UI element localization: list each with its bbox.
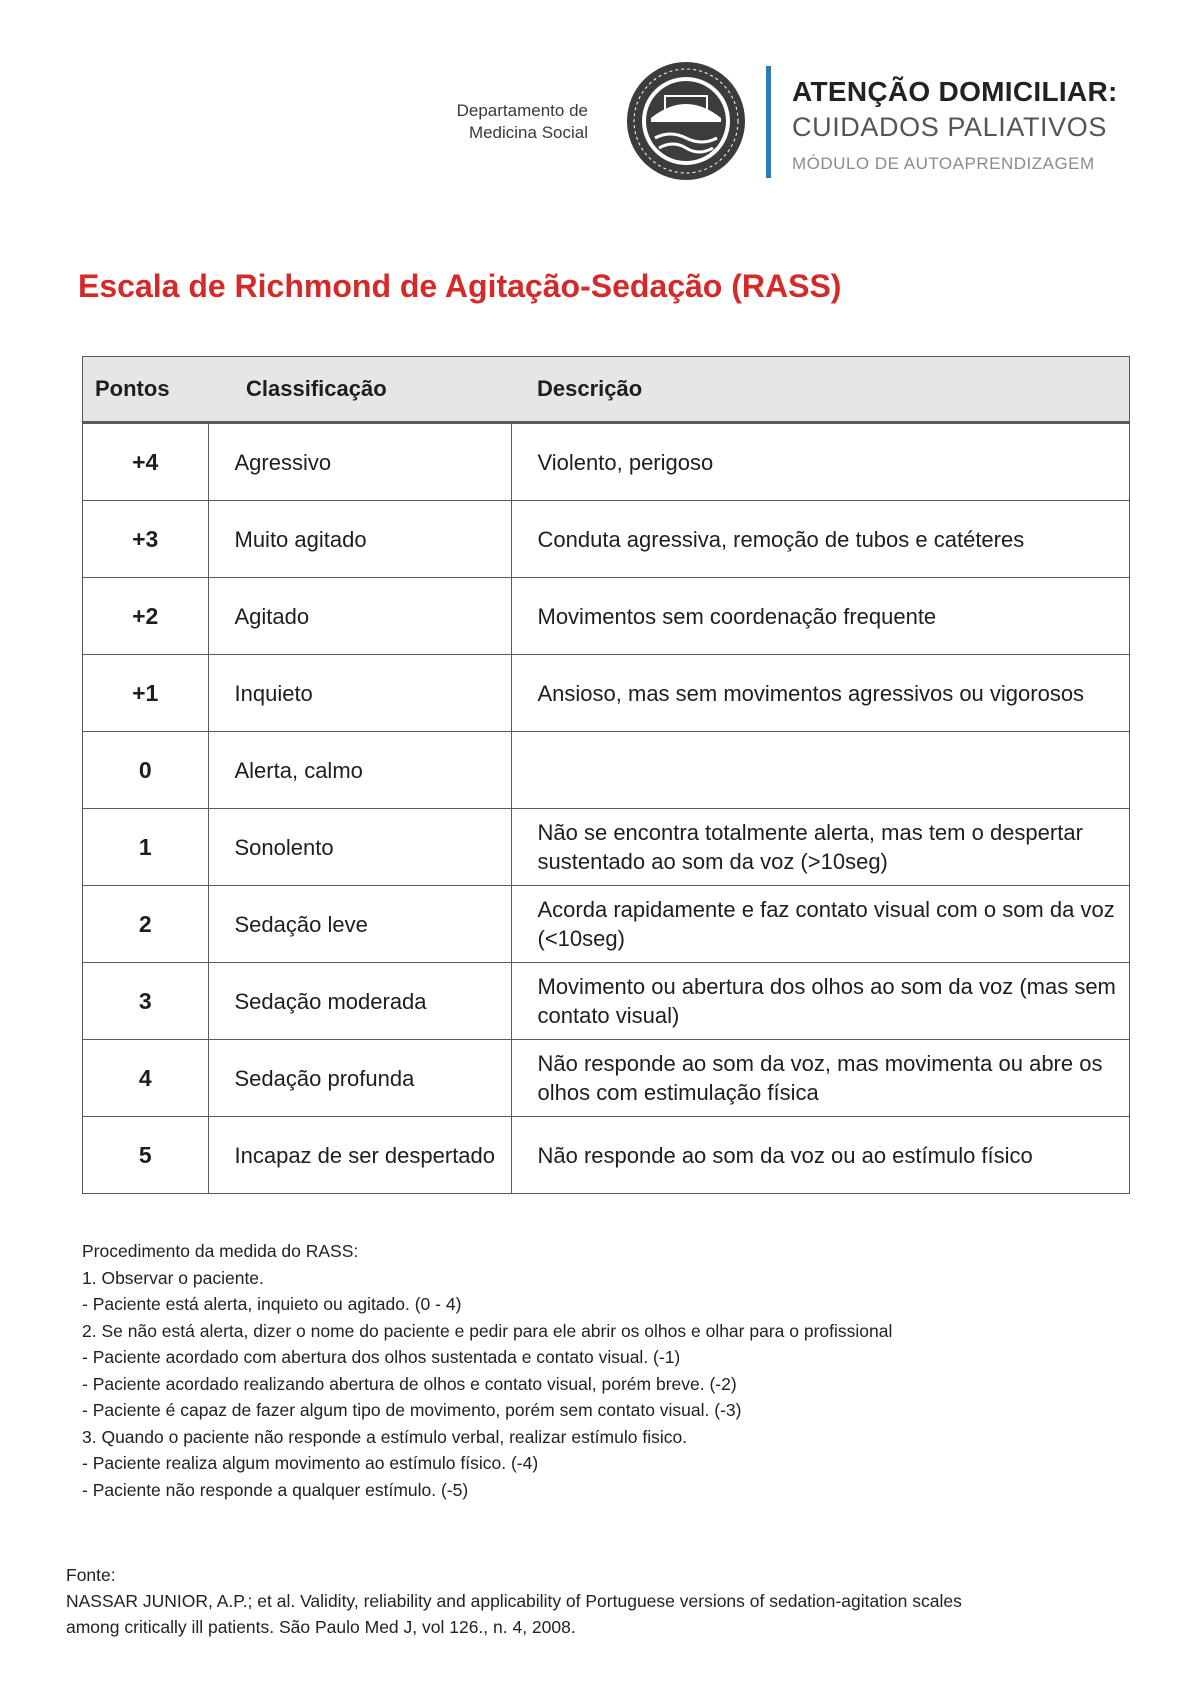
header-classification: Classificação (208, 357, 511, 423)
table-row (83, 423, 1130, 501)
classification-cell: Inquieto (208, 655, 511, 732)
table-row (83, 655, 1130, 732)
points-cell: +3 (83, 501, 209, 578)
procedure-block (82, 1238, 892, 1503)
document-title: Escala de Richmond de Agitação-Sedação (RASS) (78, 268, 842, 304)
department-label (457, 100, 588, 144)
description-cell: Violento, perigoso (511, 423, 1130, 501)
points-cell: +2 (83, 578, 209, 655)
rass-table-body (83, 423, 1130, 1194)
description-cell (511, 732, 1130, 809)
table-row (83, 963, 1130, 1040)
description-cell: Movimentos sem coordenação frequente (511, 578, 1130, 655)
classification-cell: Muito agitado (208, 501, 511, 578)
source-line-2: among critically ill patients. São Paulo Med J, vol 126., n. 4, 2008. (66, 1617, 576, 1637)
classification-cell: Sedação leve (208, 886, 511, 963)
classification-cell: Incapaz de ser despertado (208, 1117, 511, 1194)
classification-cell: Sedação profunda (208, 1040, 511, 1117)
classification-cell: Sedação moderada (208, 963, 511, 1040)
classification-cell: Alerta, calmo (208, 732, 511, 809)
points-cell: +4 (83, 423, 209, 501)
source-label: Fonte: (66, 1565, 116, 1585)
table-row (83, 501, 1130, 578)
points-cell: 4 (83, 1040, 209, 1117)
header-title: ATENÇÃO DOMICILIAR: (792, 76, 1118, 107)
description-cell: Não responde ao som da voz ou ao estímulo físico (511, 1117, 1130, 1194)
table-row (83, 809, 1130, 886)
procedure-line: - Paciente realiza algum movimento ao estímulo físico. (-4) (82, 1453, 539, 1473)
classification-cell: Agressivo (208, 423, 511, 501)
procedure-line: - Paciente acordado com abertura dos olhos sustentada e contato visual. (-1) (82, 1347, 681, 1367)
description-cell: Ansioso, mas sem movimentos agressivos ou vigorosos (511, 655, 1130, 732)
header-subtitle: CUIDADOS PALIATIVOS (792, 112, 1107, 142)
description-cell: Conduta agressiva, remoção de tubos e catéteres (511, 501, 1130, 578)
header-accent-bar (766, 66, 771, 178)
points-cell: 5 (83, 1117, 209, 1194)
rass-table (82, 356, 1130, 1194)
procedure-line: - Paciente é capaz de fazer algum tipo de movimento, porém sem contato visual. (-3) (82, 1400, 742, 1420)
description-cell: Não responde ao som da voz, mas movimenta ou abre os olhos com estimulação física (511, 1040, 1130, 1117)
procedure-line: - Paciente não responde a qualquer estímulo. (-5) (82, 1479, 469, 1500)
points-cell: 3 (83, 963, 209, 1040)
table-row (83, 886, 1130, 963)
department-line-2: Medicina Social (468, 123, 588, 142)
table-row (83, 1040, 1130, 1117)
table-header-row (83, 357, 1130, 423)
classification-cell: Agitado (208, 578, 511, 655)
procedure-line: Procedimento da medida do RASS: (82, 1241, 359, 1261)
source-block (66, 1562, 962, 1640)
department-line-1: Departamento de (456, 101, 588, 120)
points-cell: 2 (83, 886, 209, 963)
procedure-line: - Paciente está alerta, inquieto ou agitado. (0 - 4) (82, 1294, 462, 1314)
classification-cell: Sonolento (208, 809, 511, 886)
procedure-line: - Paciente acordado realizando abertura de olhos e contato visual, porém breve. (-2) (82, 1373, 737, 1394)
table-row (83, 578, 1130, 655)
source-line-1: NASSAR JUNIOR, A.P.; et al. Validity, reliability and applicability of Portuguese versions of sedation-agitation scales (66, 1591, 962, 1611)
header-points: Pontos (83, 357, 209, 423)
header-description: Descrição (511, 357, 1130, 423)
table-row (83, 1117, 1130, 1194)
university-seal-icon (625, 60, 747, 182)
procedure-line: 1. Observar o paciente. (82, 1267, 264, 1288)
description-cell: Acorda rapidamente e faz contato visual com o som da voz (<10seg) (511, 886, 1130, 963)
procedure-line: 3. Quando o paciente não responde a estímulo verbal, realizar estímulo fisico. (82, 1426, 688, 1447)
points-cell: +1 (83, 655, 209, 732)
procedure-line: 2. Se não está alerta, dizer o nome do paciente e pedir para ele abrir os olhos e olhar para o profissional (82, 1320, 893, 1341)
header-module: MÓDULO DE AUTOAPRENDIZAGEM (792, 154, 1095, 173)
points-cell: 0 (83, 732, 209, 809)
description-cell: Não se encontra totalmente alerta, mas tem o despertar sustentado ao som da voz (>10seg) (511, 809, 1130, 886)
table-row (83, 732, 1130, 809)
page-header (0, 60, 1200, 190)
description-cell: Movimento ou abertura dos olhos ao som da voz (mas sem contato visual) (511, 963, 1130, 1040)
points-cell: 1 (83, 809, 209, 886)
